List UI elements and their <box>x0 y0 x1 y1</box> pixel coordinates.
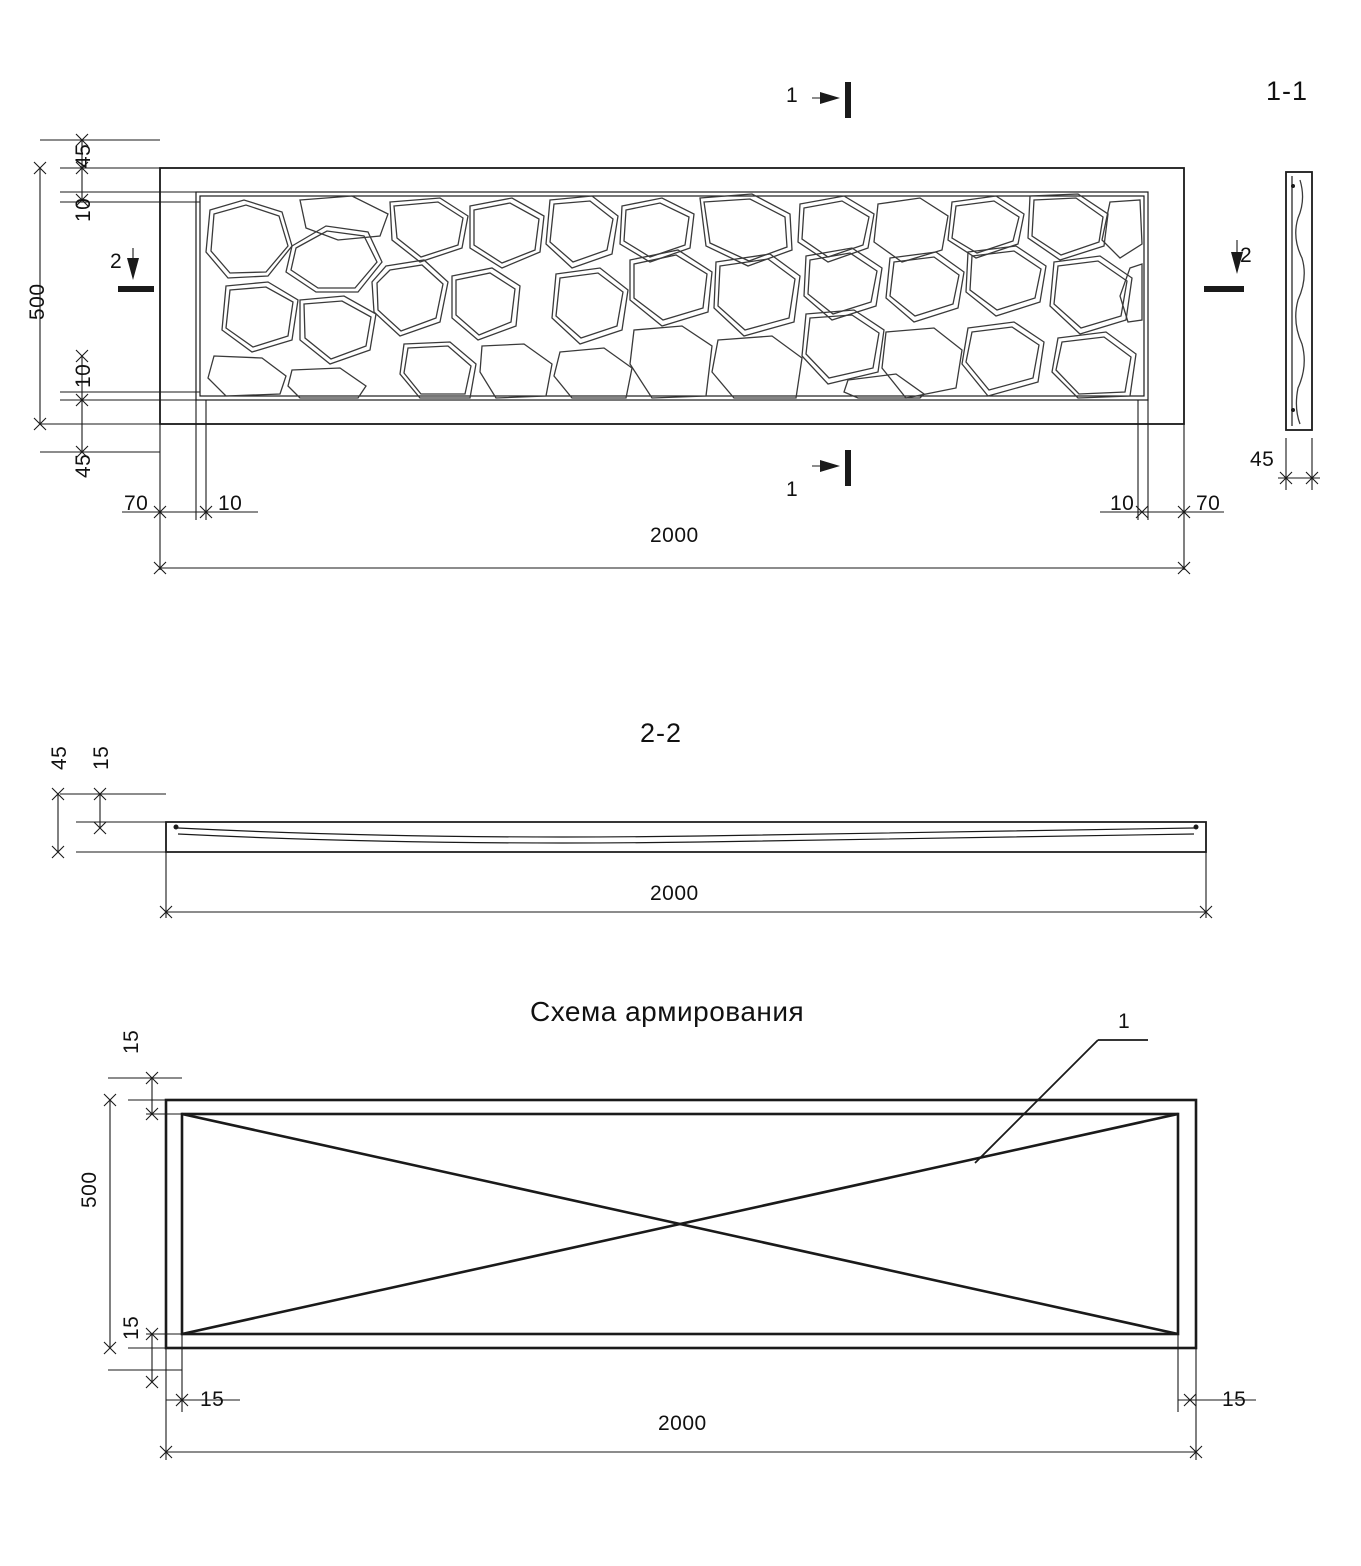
plan-view-left-dimensions <box>34 134 200 458</box>
section-mark-2-left <box>118 248 154 292</box>
dim-2000-reinf: 2000 <box>658 1412 707 1435</box>
section-mark-label-1-bottom: 1 <box>786 478 799 501</box>
section-mark-1-top <box>812 82 851 118</box>
dim-70-left: 70 <box>124 492 149 515</box>
dim-45-section22: 45 <box>48 745 71 770</box>
section-mark-label-2-left: 2 <box>110 250 123 273</box>
section-mark-2-right <box>1204 240 1244 292</box>
section-1-1-geometry <box>1278 172 1320 490</box>
dim-15-reinf-right: 15 <box>1222 1388 1247 1411</box>
section-mark-label-1-top: 1 <box>786 84 799 107</box>
dim-10-top: 10 <box>72 197 95 222</box>
stone-pattern <box>206 194 1142 398</box>
dim-45-top: 45 <box>72 143 95 168</box>
reinforcement-title: Схема армирования <box>530 996 805 1027</box>
dim-15-reinf-topleft: 15 <box>120 1029 143 1054</box>
dim-2000-section22: 2000 <box>650 882 699 905</box>
dim-500-left: 500 <box>26 283 49 320</box>
section-2-2-geometry <box>52 788 1212 918</box>
section-title-2-2: 2-2 <box>640 718 683 748</box>
dim-10-left: 10 <box>218 492 243 515</box>
dim-15-reinf-bottom: 15 <box>200 1388 225 1411</box>
dim-10-bottom: 10 <box>72 363 95 388</box>
dim-10-right: 10 <box>1110 492 1135 515</box>
dim-45-bottom: 45 <box>72 453 95 478</box>
plan-view-geometry <box>160 168 1184 424</box>
section-title-1-1: 1-1 <box>1266 76 1309 106</box>
dim-2000-plan: 2000 <box>650 524 699 547</box>
dim-45-section11: 45 <box>1250 448 1275 471</box>
section-mark-1-bottom <box>812 450 851 486</box>
reinforcement-callout-1: 1 <box>1118 1010 1131 1033</box>
dim-15-section22: 15 <box>90 745 113 770</box>
section-mark-label-2-right: 2 <box>1240 244 1253 267</box>
dim-70-right: 70 <box>1196 492 1221 515</box>
dim-500-reinf: 500 <box>78 1171 101 1208</box>
dim-15-reinf-bottomleft: 15 <box>120 1315 143 1340</box>
reinforcement-geometry <box>104 1040 1256 1460</box>
